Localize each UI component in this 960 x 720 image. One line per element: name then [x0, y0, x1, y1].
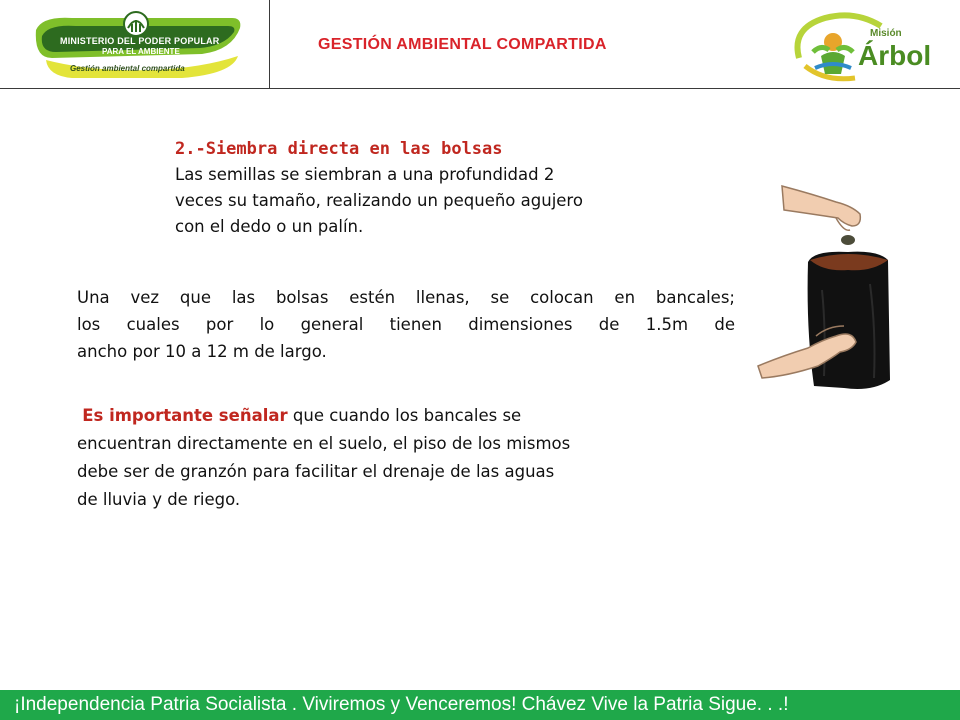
paragraph-bancales	[77, 284, 735, 365]
page-title: GESTIÓN AMBIENTAL COMPARTIDA	[318, 36, 607, 53]
paragraph-line: encuentran directamente en el suelo, el piso de los mismos	[77, 434, 571, 453]
hand-planting-seed-in-bag-icon	[752, 180, 952, 400]
paragraph-line: de lluvia y de riego.	[77, 490, 241, 509]
paragraph-line: Una vez que las bolsas estén llenas, se colocan en bancales;	[77, 288, 735, 307]
paragraph-line	[77, 402, 737, 430]
section-heading: 2.-Siembra directa en las bolsas	[175, 139, 503, 159]
ministry-tagline: Gestión ambiental compartida	[70, 64, 185, 73]
ministry-name-line1: MINISTERIO DEL PODER POPULAR	[60, 36, 220, 46]
paragraph-line: ancho por 10 a 12 m de largo.	[77, 342, 327, 361]
header-divider-horizontal	[0, 88, 960, 89]
slide-header	[0, 0, 960, 90]
section-siembra-directa	[175, 136, 735, 240]
section-text-line: Las semillas se siembran a una profundidad 2	[175, 165, 555, 184]
footer-slogan: ¡Independencia Patria Socialista . Viviremos y Venceremos! Chávez Vive la Patria Sigue. . .!	[14, 694, 789, 715]
paragraph-line-rest: que cuando los bancales se	[287, 406, 522, 425]
mision-label: Misión	[870, 28, 902, 39]
paragraph-line: los cuales por lo general tienen dimensiones de 1.5m de	[77, 315, 735, 334]
section-text-line: veces su tamaño, realizando un pequeño agujero	[175, 191, 583, 210]
header-divider-vertical	[269, 0, 270, 88]
arbol-label: Árbol	[858, 40, 932, 71]
ministry-name-line2: PARA EL AMBIENTE	[102, 47, 180, 56]
section-text-line: con el dedo o un palín.	[175, 217, 364, 236]
paragraph-importante	[77, 402, 737, 514]
paragraph-line: debe ser de granzón para facilitar el drenaje de las aguas	[77, 462, 555, 481]
emphasis-text: Es importante señalar	[82, 406, 288, 425]
